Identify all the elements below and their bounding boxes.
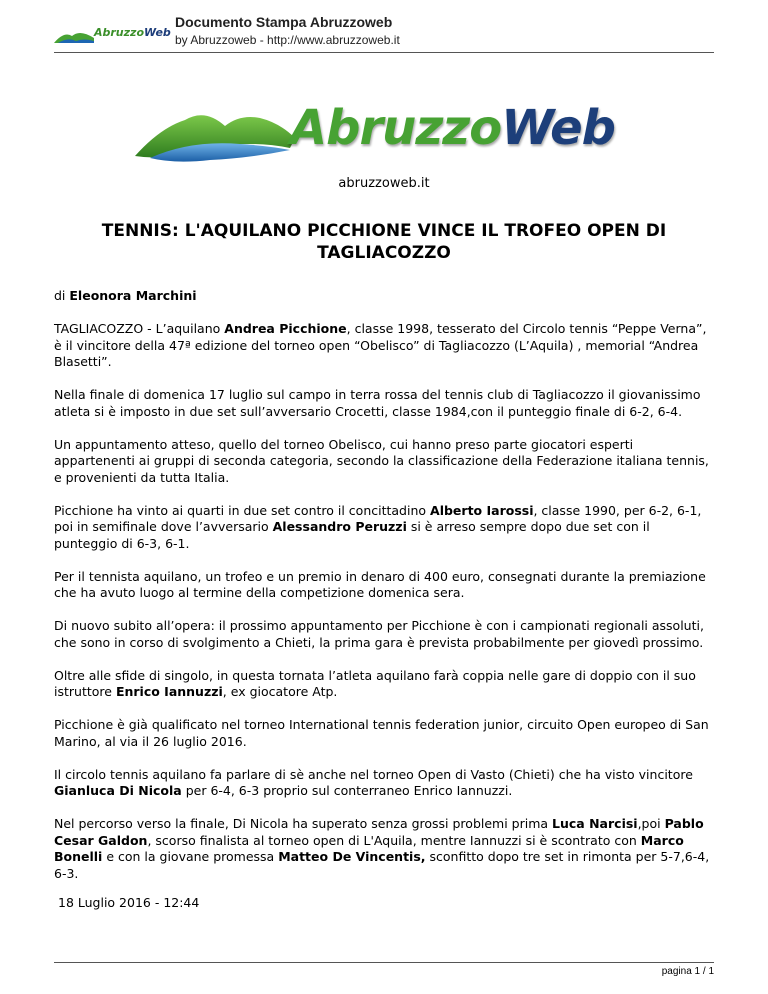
logo-wordmark (290, 100, 615, 156)
page-number: pagina 1 / 1 (661, 966, 714, 977)
print-header (54, 14, 714, 54)
paragraph-9: Il circolo tennis aquilano fa parlare di sè anche nel torneo Open di Vasto (Chieti) che ha visto vincitore Gianluca Di Nicola per 6-4, 6-3 proprio sul conterraneo Enrico Iannuzzi. (54, 766, 693, 798)
document-title: Documento Stampa Abruzzoweb (175, 14, 393, 30)
paragraph-10: Nel percorso verso la finale, Di Nicola ha superato senza grossi problemi prima Luca Narcisi,poi Pablo Cesar Galdon, scorso finalista al torneo open di L'Aquila, mentre Iannuzzi si è scontrato con Marco Bonelli e con la giovane promessa Matteo De Vincentis, sconfitto dopo tre set in rimonta per 5-7,6-4, 6-3. (54, 816, 710, 881)
header-logo[interactable] (54, 23, 171, 45)
author-name: Eleonora Marchini (69, 288, 197, 303)
logo-word-a: Abruzzo (290, 100, 502, 156)
mountains-logo-icon (130, 98, 305, 168)
publish-date: 18 Luglio 2016 - 12:44 (58, 895, 200, 910)
logo-text-a: Abruzzo (94, 26, 145, 39)
document-subtitle: by Abruzzoweb - http://www.abruzzoweb.it (175, 33, 400, 47)
paragraph-7: Oltre alle sfide di singolo, in questa tornata l’atleta aquilano farà coppia nelle gare di doppio con il suo istruttore Enrico Iannuzzi, ex giocatore Atp. (54, 667, 696, 699)
header-logo-text (94, 26, 171, 39)
paragraph-8: Picchione è già qualificato nel torneo International tennis federation junior, circuito Open europeo di San Marino, al via il 26 luglio 2016. (54, 717, 709, 749)
paragraph-6: Di nuovo subito all’opera: il prossimo appuntamento per Picchione è con i campionati regionali assoluti, che sono in corso di svolgimento a Chieti, la prima gara è prevista probabilmente per giovedì prossimo. (54, 618, 704, 650)
logo-word-b: Web (501, 100, 615, 156)
paragraph-4: Picchione ha vinto ai quarti in due set contro il concittadino Alberto Iarossi, classe 1990, per 6-2, 6-1, poi in semifinale dove l’avversario Alessandro Peruzzi si è arreso sempre dopo due set con il punteggio di 6-3, 6-1. (54, 502, 702, 551)
paragraph-2: Nella finale di domenica 17 luglio sul campo in terra rossa del tennis club di Tagliacozzo il giovanissimo atleta si è imposto in due set sull’avversario Crocetti, classe 1984,con il punteggio finale di 6-2, 6-4. (54, 387, 701, 419)
article-body (54, 288, 714, 899)
byline-prefix: di (54, 288, 70, 303)
byline (54, 288, 714, 305)
site-label: abruzzoweb.it (338, 176, 430, 191)
main-logo[interactable] (130, 98, 640, 168)
footer-divider (54, 962, 714, 963)
hills-logo-icon (54, 29, 94, 43)
logo-text-b: Web (144, 26, 171, 39)
paragraph-5: Per il tennista aquilano, un trofeo e un premio in denaro di 400 euro, consegnati durante la premiazione che ha avuto luogo al termine della competizione domenica sera. (54, 568, 706, 600)
paragraph-1: TAGLIACOZZO - L’aquilano Andrea Picchione, classe 1998, tesserato del Circolo tennis “Peppe Verna”, è il vincitore della 47ª edizione del torneo open “Obelisco” di Tagliacozzo (L’Aquila) , memorial “Andrea Blasetti”. (54, 321, 707, 369)
paragraph-3: Un appuntamento atteso, quello del torneo Obelisco, cui hanno preso parte giocatori esperti appartenenti ai gruppi di seconda categoria, secondo la classificazione della Federazione italiana tennis, e provenienti da tutta Italia. (54, 436, 709, 485)
article-title: TENNIS: L'AQUILANO PICCHIONE VINCE IL TROFEO OPEN DI TAGLIACOZZO (101, 221, 667, 263)
header-divider (54, 52, 714, 53)
